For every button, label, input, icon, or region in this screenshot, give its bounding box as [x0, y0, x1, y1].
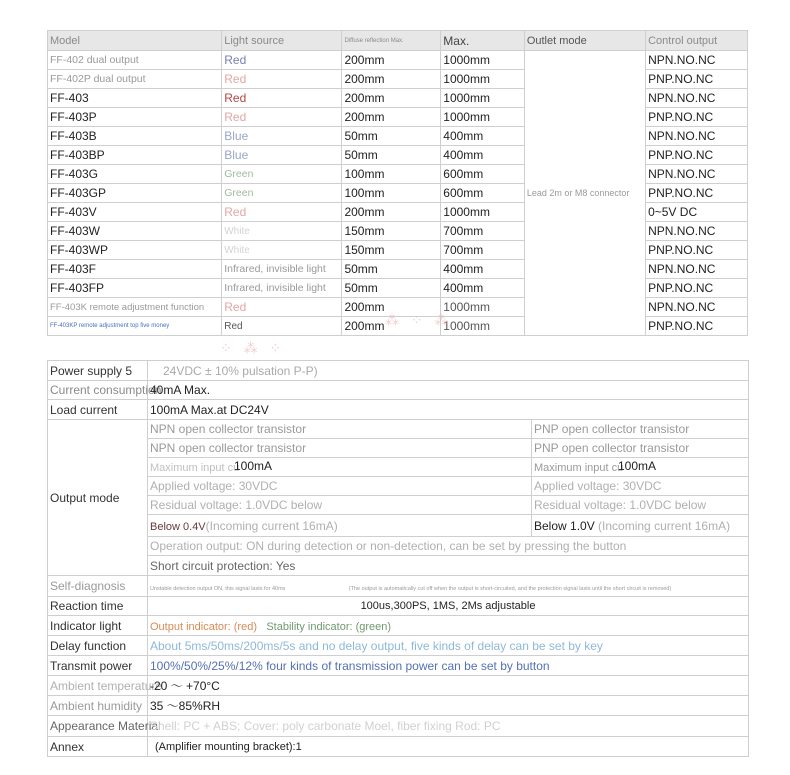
pnp-max-input-label: Maximum input cu — [534, 462, 624, 474]
spec-row-output-mode — [48, 477, 749, 496]
light-cell: Red — [222, 70, 342, 89]
max-cell: 400mm — [441, 146, 525, 165]
spec-row-load-current — [48, 400, 749, 420]
diffuse-cell: 200mm — [342, 108, 441, 127]
control-cell: NPN.NO.NC — [646, 222, 748, 241]
diffuse-cell: 150mm — [342, 241, 441, 260]
npn-max-input-value: 100mA — [234, 459, 273, 473]
model-cell: FF-403WP — [48, 241, 222, 260]
reaction-time-value: 100us,300PS, 1MS, 2Ms adjustable — [148, 597, 749, 616]
short-circuit-protection: Short circuit protection: Yes — [148, 556, 749, 576]
self-diagnosis-note-right: (The output is automatically cut off when the output is short-circuited, and the protection signal lasts until the short circuit is removed) — [348, 586, 672, 592]
power-supply-label: Power supply 5 — [48, 361, 148, 381]
output-mode-label: Output mode — [48, 420, 148, 576]
model-cell: FF-403V — [48, 203, 222, 222]
npn-below — [148, 515, 532, 537]
light-cell: Infrared, invisible light — [222, 279, 342, 298]
header-diffuse: Diffuse reflection Max. — [342, 31, 441, 51]
model-cell: FF-403B — [48, 127, 222, 146]
control-cell: NPN.NO.NC — [646, 89, 748, 108]
model-cell: FF-403BP — [48, 146, 222, 165]
pnp-max-input — [532, 458, 749, 477]
spec-row-ambient-humidity — [48, 696, 749, 716]
light-cell: Green — [222, 165, 342, 184]
spec-row-output-mode — [48, 458, 749, 477]
annex-value: (Amplifier mounting bracket):1 — [148, 737, 749, 757]
npn-residual-voltage: Residual voltage: 1.0VDC below — [148, 496, 532, 515]
diffuse-cell: 200mm — [342, 203, 441, 222]
model-cell: FF-403GP — [48, 184, 222, 203]
current-consumption-label: Current consumption — [48, 381, 148, 400]
annex-label: Annex — [48, 737, 148, 757]
spec-row-output-mode — [48, 420, 749, 439]
npn-incoming-current: (Incoming current 16mA) — [205, 518, 338, 533]
light-cell: Red — [222, 317, 342, 336]
power-supply-value: 24VDC ± 10% pulsation P-P) — [148, 361, 749, 381]
pnp-incoming-current: (Incoming current 16mA) — [598, 518, 731, 533]
control-cell: PNP.NO.NC — [646, 146, 748, 165]
max-cell: 400mm — [441, 260, 525, 279]
light-cell: Red — [222, 298, 342, 317]
ambient-humidity-value: 35 ～85%RH — [148, 696, 749, 716]
npn-applied-voltage: Applied voltage: 30VDC — [148, 477, 532, 496]
light-cell: Red — [222, 203, 342, 222]
npn-max-input-label: Maximum input cu — [150, 462, 240, 474]
max-cell: 400mm — [441, 279, 525, 298]
diffuse-cell: 100mm — [342, 165, 441, 184]
spec-row-delay-function — [48, 636, 749, 656]
diffuse-cell: 200mm — [342, 51, 441, 70]
max-cell: 600mm — [441, 165, 525, 184]
control-cell: NPN.NO.NC — [646, 260, 748, 279]
load-current-label: Load current — [48, 400, 148, 420]
max-cell: 700mm — [441, 241, 525, 260]
npn-max-input — [148, 458, 532, 477]
npn-subtitle: NPN open collector transistor — [148, 439, 532, 458]
header-light-source: Light source — [222, 31, 342, 51]
table-row — [48, 51, 748, 70]
pnp-subtitle: PNP open collector transistor — [532, 439, 749, 458]
spec-row-output-mode — [48, 439, 749, 458]
operation-output: Operation output: ON during detection or non-detection, can be set by pressing the button — [148, 537, 749, 556]
diffuse-cell: 100mm — [342, 184, 441, 203]
model-cell: FF-403KP remote adjustment top five money — [48, 317, 222, 336]
model-cell: FF-403W — [48, 222, 222, 241]
ambient-temperature-label: Ambient temperature — [48, 676, 148, 696]
spec-row-appearance-material — [48, 716, 749, 737]
model-cell: FF-403K remote adjustment function — [48, 298, 222, 317]
model-table-header — [48, 31, 748, 51]
pnp-below — [532, 515, 749, 537]
max-cell: 1000mm — [441, 89, 525, 108]
model-cell: FF-403F — [48, 260, 222, 279]
pnp-residual-voltage: Residual voltage: 1.0VDC below — [532, 496, 749, 515]
appearance-material-label: Appearance Material — [48, 716, 148, 737]
spec-row-annex — [48, 737, 749, 757]
spec-row-ambient-temperature — [48, 676, 749, 696]
diffuse-cell: 50mm — [342, 260, 441, 279]
control-cell: NPN.NO.NC — [646, 298, 748, 317]
ghost-stamp-artifact: ⁘ ⁂ ⁘ — [220, 340, 286, 356]
max-cell: 600mm — [441, 184, 525, 203]
light-cell: Blue — [222, 127, 342, 146]
control-cell: PNP.NO.NC — [646, 70, 748, 89]
self-diagnosis-label: Self-diagnosis — [48, 576, 148, 597]
delay-function-value: About 5ms/50ms/200ms/5s and no delay output, five kinds of delay can be set by key — [148, 636, 749, 656]
ghost-stamp-artifact: ⁂ ⁘ ⁂ — [385, 312, 453, 328]
indicator-light-label: Indicator light — [48, 616, 148, 636]
model-cell: FF-403P — [48, 108, 222, 127]
spec-row-self-diagnosis — [48, 576, 749, 597]
header-control-output: Control output — [646, 31, 748, 51]
ambient-temperature-value: -20 ～ +70°C — [148, 676, 749, 696]
spec-row-reaction-time — [48, 597, 749, 616]
spec-row-output-mode — [48, 537, 749, 556]
light-cell: Red — [222, 51, 342, 70]
pnp-title: PNP open collector transistor — [532, 420, 749, 439]
spec-row-indicator-light — [48, 616, 749, 636]
model-cell: FF-403FP — [48, 279, 222, 298]
diffuse-cell: 200mm — [342, 298, 441, 317]
npn-title: NPN open collector transistor — [148, 420, 532, 439]
diffuse-cell: 50mm — [342, 127, 441, 146]
control-cell: PNP.NO.NC — [646, 317, 748, 336]
load-current-value: 100mA Max.at DC24V — [148, 400, 749, 420]
light-cell: Red — [222, 108, 342, 127]
diffuse-cell: 150mm — [342, 222, 441, 241]
spec-row-output-mode — [48, 556, 749, 576]
appearance-material-value: Shell: PC + ABS; Cover: poly carbonate Moel, fiber fixing Rod: PC — [148, 716, 749, 737]
transmit-power-value: 100%/50%/25%/12% four kinds of transmission power can be set by button — [148, 656, 749, 676]
max-cell: 1000mm — [441, 317, 525, 336]
spec-row-output-mode — [48, 496, 749, 515]
control-cell: PNP.NO.NC — [646, 108, 748, 127]
transmit-power-label: Transmit power — [48, 656, 148, 676]
diffuse-cell: 200mm — [342, 70, 441, 89]
max-cell: 700mm — [441, 222, 525, 241]
diffuse-cell: 50mm — [342, 279, 441, 298]
pnp-max-input-value: 100mA — [618, 459, 657, 473]
ambient-humidity-label: Ambient humidity — [48, 696, 148, 716]
spec-row-power-supply — [48, 361, 749, 381]
max-cell: 1000mm — [441, 203, 525, 222]
control-cell: PNP.NO.NC — [646, 241, 748, 260]
diffuse-cell: 50mm — [342, 146, 441, 165]
outlet-mode-cell: Lead 2m or M8 connector — [524, 51, 645, 336]
control-cell: PNP.NO.NC — [646, 184, 748, 203]
diffuse-cell: 200mm — [342, 317, 441, 336]
specification-table — [47, 360, 749, 757]
model-cell: FF-402P dual output — [48, 70, 222, 89]
spec-row-output-mode — [48, 515, 749, 537]
self-diagnosis-value — [148, 576, 749, 597]
max-cell: 1000mm — [441, 108, 525, 127]
self-diagnosis-note-left: Unstable detection output ON, this signal lasts for 40ms — [150, 586, 286, 592]
light-cell: Red — [222, 89, 342, 108]
max-cell: 1000mm — [441, 51, 525, 70]
model-cell: FF-403G — [48, 165, 222, 184]
spec-row-current-consumption — [48, 381, 749, 400]
max-cell: 1000mm — [441, 70, 525, 89]
light-cell: White — [222, 222, 342, 241]
max-cell: 1000mm — [441, 298, 525, 317]
delay-function-label: Delay function — [48, 636, 148, 656]
control-cell: PNP.NO.NC — [646, 279, 748, 298]
stability-indicator: Stability indicator: (green) — [266, 620, 392, 633]
header-model: Model — [48, 31, 222, 51]
light-cell: Blue — [222, 146, 342, 165]
output-indicator: Output indicator: (red) — [150, 620, 257, 633]
npn-below-value: Below 0.4V — [150, 520, 206, 533]
header-max: Max. — [441, 31, 525, 51]
model-cell: FF-403 — [48, 89, 222, 108]
indicator-light-value — [148, 616, 749, 636]
light-cell: Infrared, invisible light — [222, 260, 342, 279]
max-cell: 400mm — [441, 127, 525, 146]
model-comparison-table — [47, 30, 748, 336]
pnp-below-value: Below 1.0V — [534, 518, 595, 533]
model-cell: FF-402 dual output — [48, 51, 222, 70]
light-cell: Green — [222, 184, 342, 203]
reaction-time-label: Reaction time — [48, 597, 148, 616]
diffuse-cell: 200mm — [342, 89, 441, 108]
spec-row-transmit-power — [48, 656, 749, 676]
light-cell: White — [222, 241, 342, 260]
control-cell: NPN.NO.NC — [646, 165, 748, 184]
header-outlet-mode: Outlet mode — [524, 31, 645, 51]
pnp-applied-voltage: Applied voltage: 30VDC — [532, 477, 749, 496]
control-cell: NPN.NO.NC — [646, 127, 748, 146]
control-cell: 0~5V DC — [646, 203, 748, 222]
current-consumption-value: 40mA Max. — [148, 381, 749, 400]
control-cell: NPN.NO.NC — [646, 51, 748, 70]
